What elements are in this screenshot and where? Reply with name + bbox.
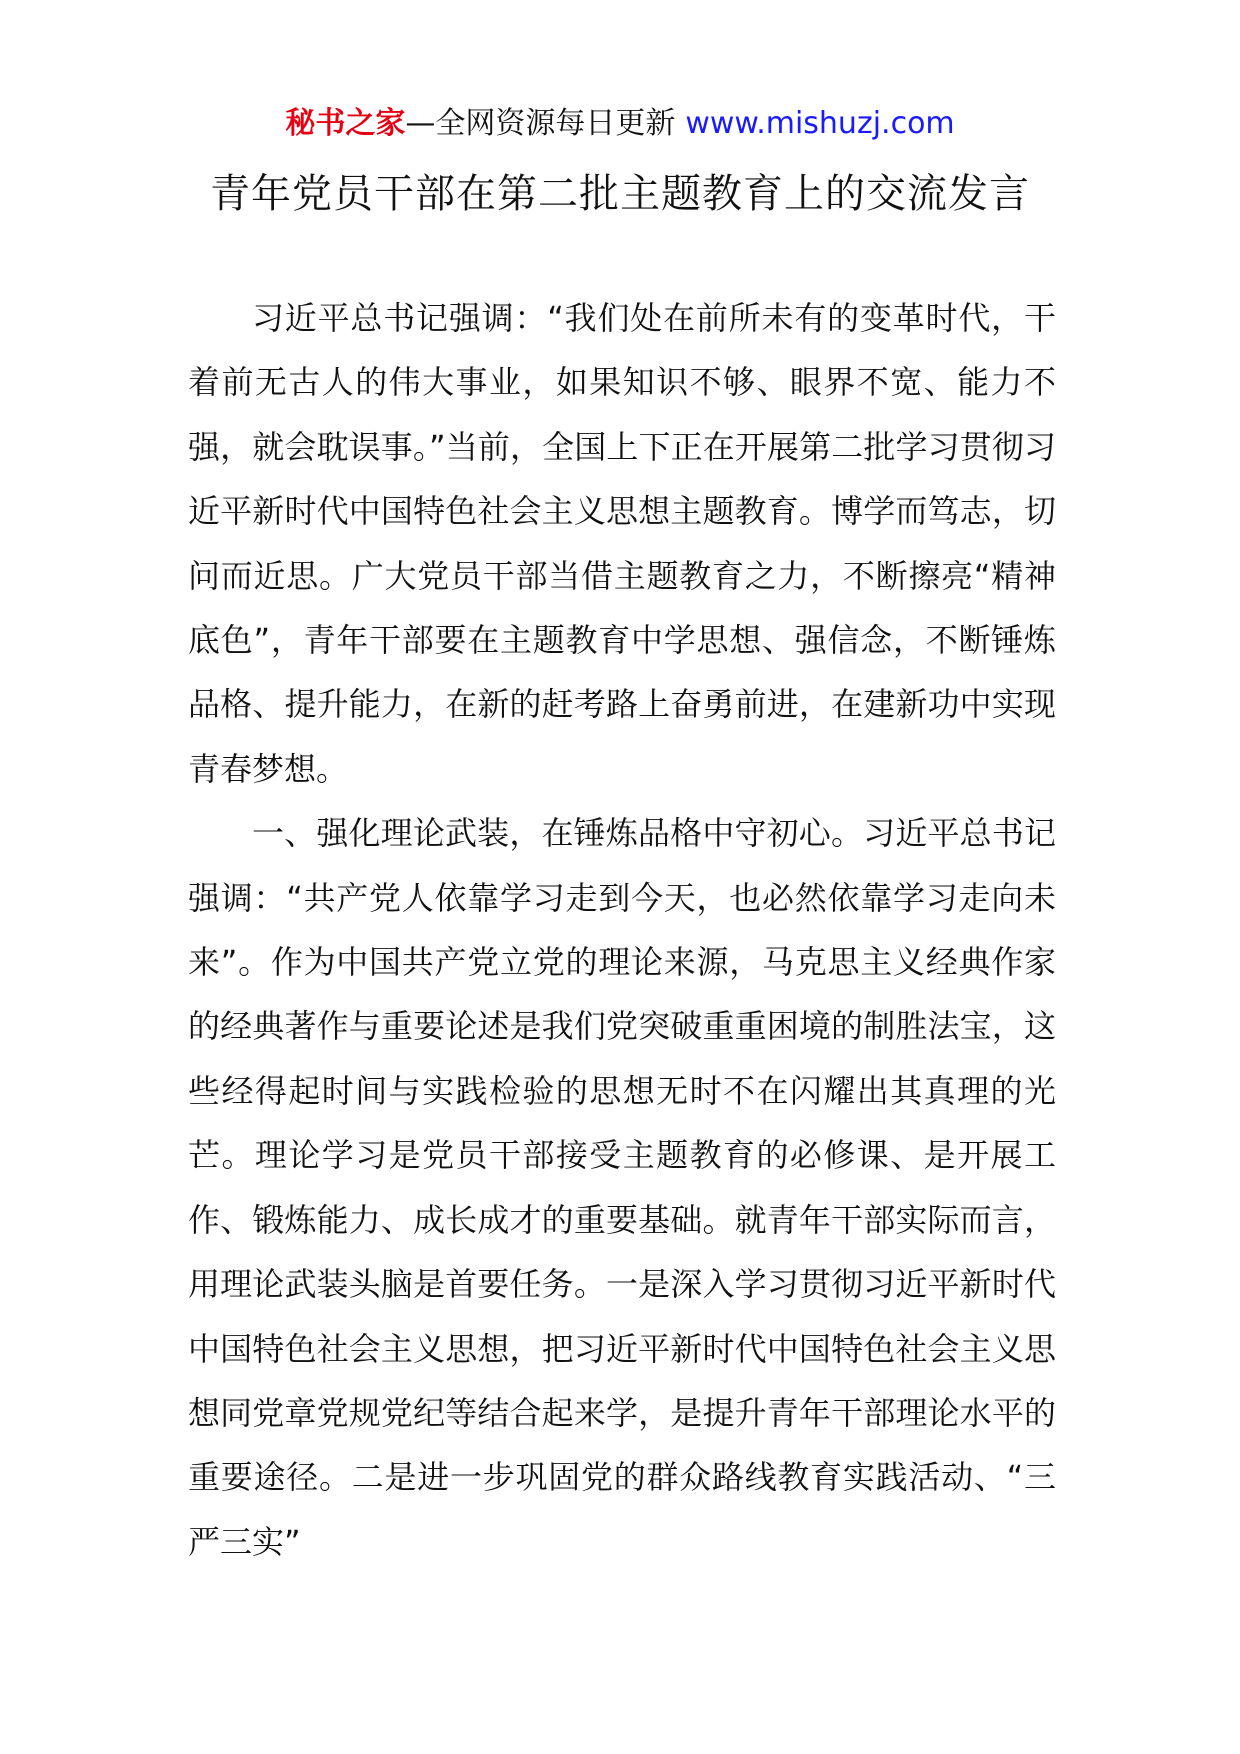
section-1-text: 习近平总书记强调：“共产党人依靠学习走到今天，也必然依靠学习走向未来”。作为中国共产党立党的理论来源，马克思主义经典作家的经典著作与重要论述是我们党突破重重困境的制胜法宝，这些经得起时间与实践检验的思想无时不在闪耀出其真理的光芒。理论学习是党员干部接受主题教育的必修课、是开展工作、锻炼能力、成长成才的重要基础。就青年干部实际而言，用理论武装头脑是首要任务。一是深入学习贯彻习近平新时代中国特色社会主义思想，把习近平新时代中国特色社会主义思想同党章党规党纪等结合起来学，是提升青年干部理论水平的重要途径。二是进一步巩固党的群众路线教育实践活动、“三严三实” [188, 814, 1056, 1561]
site-tagline: —全网资源每日更新 [405, 106, 676, 141]
site-brand: 秘书之家 [285, 106, 406, 141]
paragraph-section-1 [188, 801, 1056, 1574]
section-1-heading: 一、强化理论武装，在锤炼品格中守初心。 [252, 814, 864, 853]
site-url-link[interactable]: www.mishuzj.com [685, 106, 955, 141]
paragraph-intro [188, 286, 1056, 801]
document-body [188, 286, 1056, 1574]
site-header [0, 102, 1240, 146]
paragraph-intro-text: 习近平总书记强调：“我们处在前所未有的变革时代，干着前无古人的伟大事业，如果知识不够、眼界不宽、能力不强，就会耽误事。”当前，全国上下正在开展第二批学习贯彻习近平新时代中国特色社会主义思想主题教育。博学而笃志，切问而近思。广大党员干部当借主题教育之力，不断擦亮“精神底色”，青年干部要在主题教育中学思想、强信念，不断锤炼品格、提升能力，在新的赶考路上奋勇前进，在建新功中实现青春梦想。 [188, 299, 1056, 788]
document-title: 青年党员干部在第二批主题教育上的交流发言 [210, 171, 1030, 217]
